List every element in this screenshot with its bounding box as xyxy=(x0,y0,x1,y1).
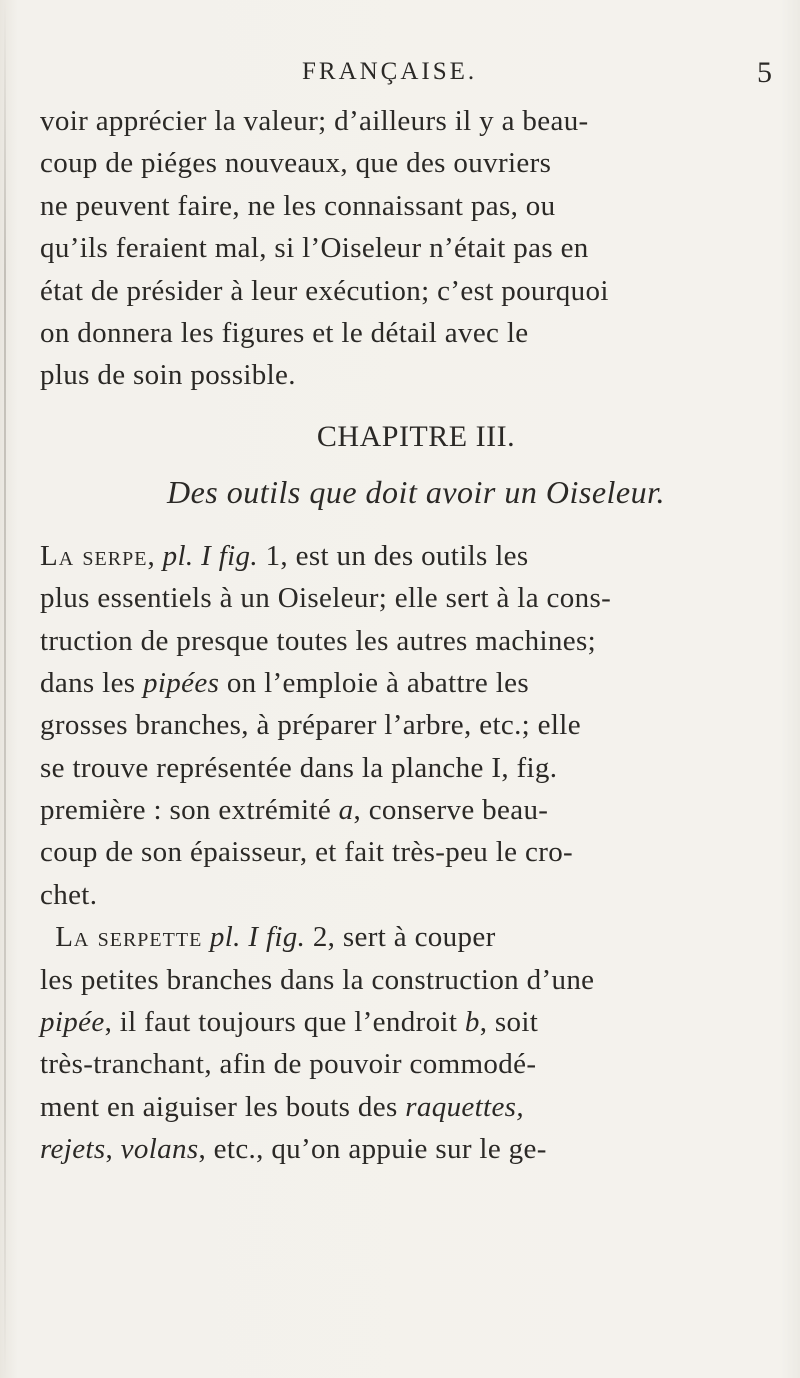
text-line: première : son extrémité a, conserve beau- xyxy=(40,794,549,827)
text-line: ment en aiguiser les bouts des raquettes, xyxy=(40,1090,524,1123)
text-line: les petites branches dans la construction d’une xyxy=(40,963,595,996)
figure-ref: I fig. xyxy=(201,539,258,572)
letter-ref-a: a xyxy=(338,794,354,827)
term-rejets: rejets xyxy=(40,1133,106,1166)
page-header xyxy=(40,58,780,92)
paragraph-intro xyxy=(40,100,782,397)
text-line: se trouve représentée dans la planche I, fig. xyxy=(40,751,558,784)
paragraph-serpe xyxy=(40,535,782,917)
chapter-title: Des outils que doit avoir un Oiseleur. xyxy=(166,473,666,510)
paragraph-serpette xyxy=(40,916,782,1170)
text-line: La serpe, pl. I fig. 1, est un des outils les xyxy=(40,539,529,572)
text-line: qu’ils feraient mal, si l’Oiseleur n’était pas en xyxy=(40,232,589,265)
text-line: plus de soin possible. xyxy=(40,359,296,392)
running-title: FRANÇAISE. xyxy=(302,58,478,85)
term-raquettes: raquettes, xyxy=(405,1090,524,1123)
text-line: grosses branches, à préparer l’arbre, etc.; elle xyxy=(40,709,581,742)
figure-ref: pl. I fig. xyxy=(209,921,306,954)
term-volans: volans xyxy=(120,1133,199,1166)
text-line: état de présider à leur exécution; c’est pourquoi xyxy=(40,274,609,307)
text-line: coup de piéges nouveaux, que des ouvriers xyxy=(40,147,552,180)
text-line: on donnera les figures et le détail avec le xyxy=(40,316,529,349)
text-line: chet. xyxy=(40,878,98,911)
text-line: coup de son épaisseur, et fait très-peu le cro- xyxy=(40,836,574,869)
text-line: voir apprécier la valeur; d’ailleurs il y a beau- xyxy=(40,105,589,137)
text-line: plus essentiels à un Oiseleur; elle sert à la cons- xyxy=(40,582,612,615)
text-line: ne peuvent faire, ne les connaissant pas, ou xyxy=(40,189,556,222)
text-line: truction de presque toutes les autres machines; xyxy=(40,624,597,657)
chapter-heading: CHAPITRE III. xyxy=(316,419,516,453)
term-pipees: pipées xyxy=(143,666,220,699)
text-line: La serpette pl. I fig. 2, sert à couper xyxy=(55,921,496,954)
page-body xyxy=(40,100,782,1171)
plate-ref: pl. xyxy=(162,539,194,572)
page-gutter-shadow xyxy=(4,0,6,1378)
letter-ref-b: b xyxy=(464,1006,480,1039)
page-number: 5 xyxy=(757,56,772,89)
text-line: pipée, il faut toujours que l’endroit b, soit xyxy=(40,1006,539,1039)
text-line: rejets, volans, etc., qu’on appuie sur le ge- xyxy=(40,1133,547,1166)
text-line: très-tranchant, afin de pouvoir commodé- xyxy=(40,1048,537,1081)
text-line: dans les pipées on l’emploie à abattre les xyxy=(40,666,530,699)
term-serpette: La serpette xyxy=(55,921,203,954)
term-serpe: La serpe xyxy=(40,539,148,572)
term-pipee: pipée xyxy=(40,1006,105,1039)
